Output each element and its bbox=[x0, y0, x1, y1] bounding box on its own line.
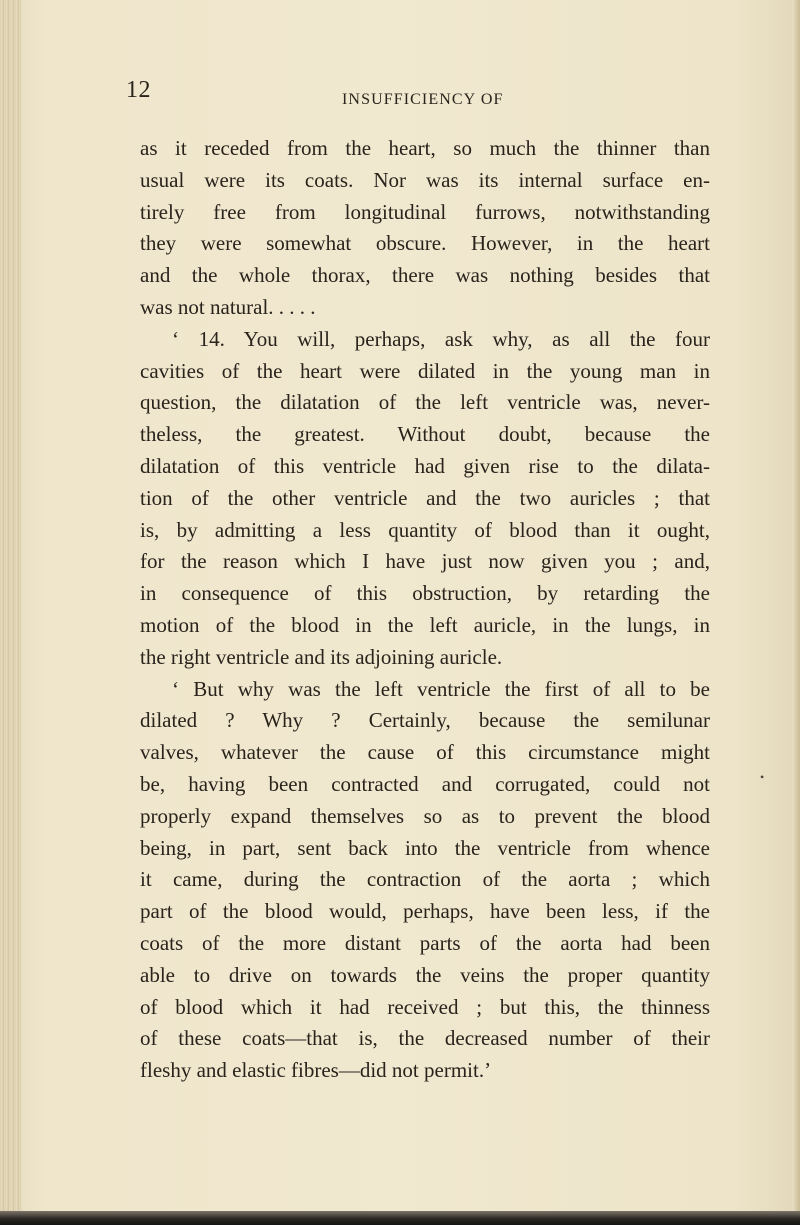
text-line: tirely free from longitudinal furrows, notwithstanding bbox=[140, 199, 710, 224]
text-line: the right ventricle and its adjoining auricle. bbox=[140, 644, 503, 669]
text-line: of blood which it had received ; but this, the thinness bbox=[140, 994, 710, 1019]
text-line: motion of the blood in the left auricle, in the lungs, in bbox=[140, 612, 710, 637]
text-line: dilatation of this ventricle had given rise to the dilata- bbox=[140, 453, 710, 478]
text-line: of these coats—that is, the decreased number of their bbox=[140, 1026, 710, 1051]
text-line: question, the dilatation of the left ventricle was, never- bbox=[140, 390, 710, 415]
text-line: for the reason which I have just now given you ; and, bbox=[140, 549, 710, 574]
text-line: and the whole thorax, there was nothing besides that bbox=[140, 263, 710, 288]
text-line: fleshy and elastic fibres—did not permit.’ bbox=[140, 1058, 492, 1083]
paragraph-start-line: ‘ But why was the left ventricle the first of all to be bbox=[172, 676, 710, 701]
text-line: is, by admitting a less quantity of blood than it ought, bbox=[140, 517, 710, 542]
page-number: 12 bbox=[126, 77, 151, 103]
page-gutter-edge bbox=[0, 0, 22, 1225]
text-line: coats of the more distant parts of the aorta had been bbox=[140, 930, 710, 955]
body-text bbox=[140, 133, 710, 1087]
text-line: as it receded from the heart, so much the thinner than bbox=[140, 136, 710, 160]
text-line: it came, during the contraction of the aorta ; which bbox=[140, 867, 710, 892]
text-line: part of the blood would, perhaps, have been less, if the bbox=[140, 899, 710, 924]
margin-mark: • bbox=[760, 770, 765, 784]
text-line: they were somewhat obscure. However, in the heart bbox=[140, 231, 710, 256]
text-line: be, having been contracted and corrugated, could not bbox=[140, 771, 710, 796]
text-line: theless, the greatest. Without doubt, because the bbox=[140, 422, 710, 447]
text-line: dilated ? Why ? Certainly, because the semilunar bbox=[140, 708, 710, 733]
running-head: INSUFFICIENCY OF bbox=[342, 91, 504, 108]
text-line: was not natural. . . . . bbox=[140, 294, 316, 319]
paragraph-start-line: ‘ 14. You will, perhaps, ask why, as all the four bbox=[172, 326, 710, 351]
text-line: in consequence of this obstruction, by retarding the bbox=[140, 581, 710, 606]
text-line: being, in part, sent back into the ventricle from whence bbox=[140, 835, 710, 860]
page-bottom-edge bbox=[0, 1211, 800, 1225]
text-line: usual were its coats. Nor was its internal surface en- bbox=[140, 167, 710, 192]
page-right-edge bbox=[792, 0, 800, 1225]
text-line: properly expand themselves so as to prevent the blood bbox=[140, 803, 710, 828]
text-line: able to drive on towards the veins the proper quantity bbox=[140, 962, 710, 987]
text-line: tion of the other ventricle and the two auricles ; that bbox=[140, 485, 710, 510]
text-line: cavities of the heart were dilated in the young man in bbox=[140, 358, 710, 383]
text-line: valves, whatever the cause of this circumstance might bbox=[140, 740, 710, 765]
